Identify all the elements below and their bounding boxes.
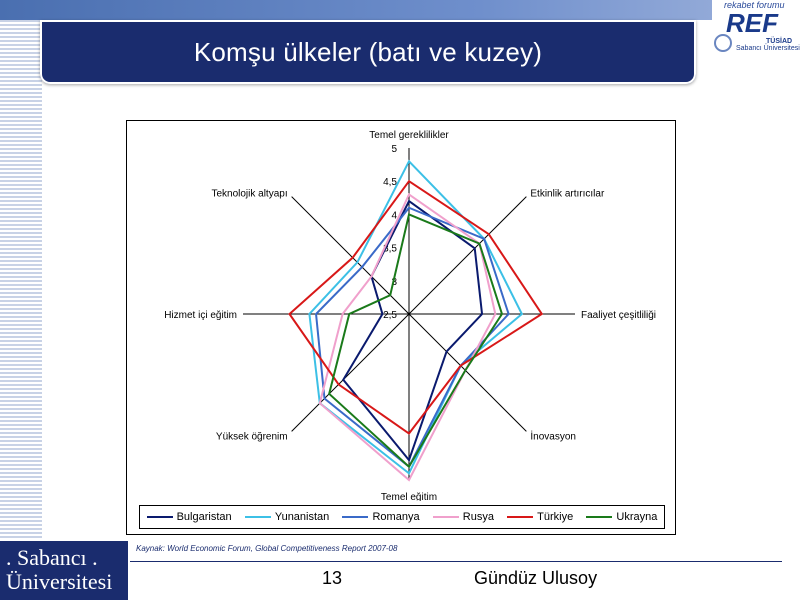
legend-label: Romanya [372, 511, 420, 523]
legend-item [342, 511, 419, 523]
legend-swatch [342, 516, 368, 518]
radar-axis-label: Faaliyet çeşitliliği [581, 310, 657, 321]
legend-item [245, 511, 329, 523]
top-band [0, 0, 800, 20]
ref-emblem-icon [714, 34, 732, 52]
radar-series-rusya [320, 194, 496, 480]
legend-swatch [507, 516, 533, 518]
radar-axis-label: Temel eğitim [380, 492, 438, 501]
radar-tick-label: 4 [391, 210, 397, 222]
legend-swatch [433, 516, 459, 518]
footer-divider [130, 561, 782, 562]
legend-label: Bulgaristan [176, 511, 232, 523]
legend-swatch [586, 516, 612, 518]
chart-legend [139, 505, 665, 529]
ref-logo-main: REF [726, 8, 778, 38]
legend-label: Ukrayna [616, 511, 658, 523]
sabanci-logo [0, 541, 128, 600]
chart-frame [126, 120, 676, 535]
radar-axis-label: Teknolojik altyapı [211, 188, 288, 200]
ref-logo-top: rekabet forumu [724, 0, 785, 10]
radar-chart [127, 121, 675, 501]
legend-item [147, 511, 232, 523]
legend-label: Yunanistan [274, 511, 330, 523]
sabanci-logo-line1: . Sabancı . [6, 545, 98, 570]
legend-item [586, 511, 657, 523]
radar-axis-label: İnovasyon [530, 431, 576, 443]
radar-axis-label: Temel gereklilikler [369, 130, 449, 141]
radar-tick-label: 5 [391, 144, 397, 155]
radar-axis-label: Etkinlik artırıcılar [530, 188, 605, 200]
legend-item [507, 511, 573, 523]
ref-logo-su: Sabancı Üniversitesi [736, 45, 800, 52]
left-stripes [0, 20, 42, 540]
radar-series-bulgaristan [343, 201, 482, 460]
sabanci-logo-line2: Üniversitesi [6, 569, 113, 594]
legend-label: Rusya [462, 511, 494, 523]
radar-axis-label: Hizmet içi eğitim [164, 310, 237, 321]
radar-axis-line [409, 314, 526, 431]
radar-tick-label: 2,5 [383, 310, 397, 321]
legend-swatch [147, 516, 173, 518]
source-note: Kaynak: World Economic Forum, Global Competitiveness Report 2007-08 [136, 544, 398, 553]
legend-item [433, 511, 494, 523]
author-name: Gündüz Ulusoy [474, 568, 598, 588]
page-number: 13 [322, 568, 343, 588]
radar-axis-label: Yüksek öğrenim [215, 431, 288, 443]
ref-logo-tusiad: TÜSİAD [766, 38, 793, 45]
legend-label: Türkiye [537, 511, 574, 523]
radar-tick-label: 4,5 [383, 177, 397, 189]
ref-logo [712, 0, 800, 58]
radar-tick-label: 3 [391, 276, 397, 288]
slide-title: Komşu ülkeler (batı ve kuzey) [193, 36, 543, 67]
legend-swatch [245, 516, 271, 518]
radar-tick-label: 3,5 [383, 243, 397, 255]
title-bar [40, 20, 696, 84]
